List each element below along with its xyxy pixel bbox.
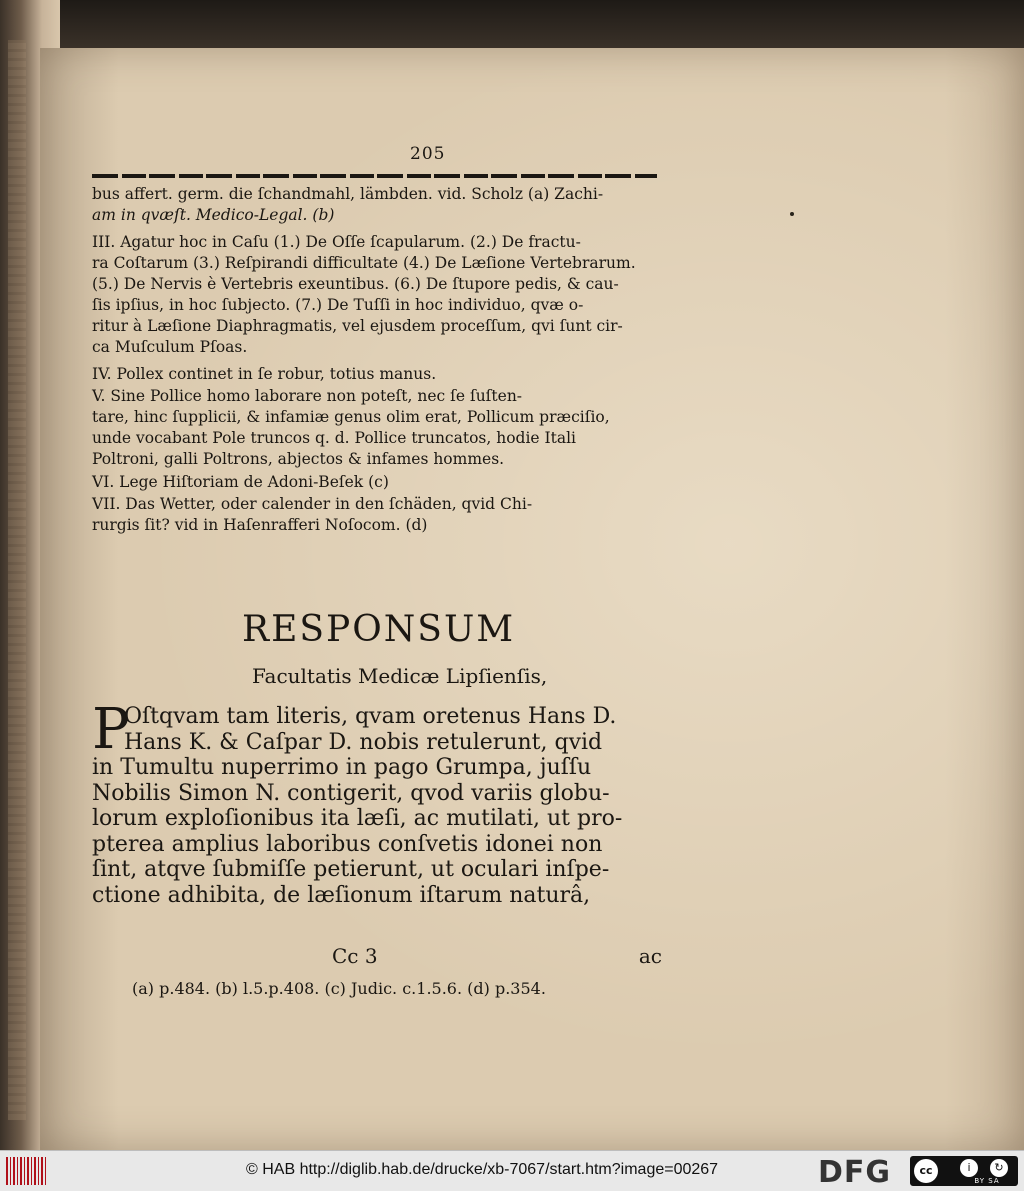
- text-line: Hans K. & Caſpar D. nobis retulerunt, qvid: [124, 729, 603, 755]
- section-subheading: Facultatis Medicæ Lipſienſis,: [252, 664, 548, 688]
- response-body: [92, 697, 623, 908]
- text-line: ca Muſculum Pſoas.: [92, 338, 248, 356]
- scanned-page: [40, 48, 1024, 1150]
- text-line: ra Coſtarum (3.) Reſpirandi difficultate (4.) De Læſione Vertebrarum.: [92, 254, 636, 272]
- drop-capital: P: [92, 697, 130, 762]
- text-line: ſis ipſius, in hoc ſubjecto. (7.) De Tuſſi in hoc individuo, qvæ o-: [92, 296, 584, 314]
- license-label: BY SA: [974, 1177, 1000, 1185]
- share-alike-icon: ↻: [990, 1159, 1008, 1177]
- signature-mark: Cc 3: [332, 944, 378, 968]
- text-line: VII. Das Wetter, oder calender in den ſchäden, qvid Chi-: [92, 495, 533, 513]
- dfg-logo: DFG: [818, 1155, 892, 1190]
- text-line: ritur à Læſione Diaphragmatis, vel ejusdem proceſſum, qvi ſunt cir-: [92, 317, 623, 335]
- text-line: Poltroni, galli Poltrons, abjectos & infames hommes.: [92, 450, 505, 468]
- paragraph-continuation: [92, 184, 603, 226]
- cc-icon: cc: [914, 1159, 938, 1183]
- section-heading: RESPONSUM: [242, 609, 516, 650]
- text-line: Oſtqvam tam literis, qvam oretenus Hans D.: [124, 704, 617, 729]
- attribution-icon: i: [960, 1159, 978, 1177]
- text-line: ctione adhibita, de læſionum iſtarum naturâ,: [92, 882, 591, 908]
- text-line: VI. Lege Hiſtoriam de Adoni-Beſek (c): [92, 473, 389, 491]
- ink-spot: [790, 212, 794, 216]
- text-line: rurgis ſit? vid in Haſenrafferi Noſocom. (d): [92, 516, 428, 534]
- catchword: ac: [638, 944, 662, 968]
- paragraph-vi: [92, 472, 389, 493]
- text-line: V. Sine Pollice homo laborare non poteſt, nec ſe ſuſten-: [92, 387, 523, 405]
- viewer-footer-bar: [0, 1150, 1024, 1191]
- cc-license-badge[interactable]: [910, 1156, 1018, 1186]
- text-line: bus affert. germ. die ſchandmahl, lämbden. vid. Scholz (a) Zachi-: [92, 185, 604, 203]
- scan-background-top: [0, 0, 1024, 50]
- text-line: in Tumultu nuperrimo in pago Grumpa, juſſu: [92, 755, 592, 780]
- paragraph-iii: [92, 232, 636, 358]
- header-rule: [92, 174, 657, 178]
- text-line: III. Agatur hoc in Caſu (1.) De Oſſe ſcapularum. (2.) De fractu-: [92, 233, 581, 251]
- text-line: am in qvæſt. Medico-Legal. (b): [92, 206, 335, 224]
- paragraph-vii: [92, 494, 532, 536]
- source-citation-link[interactable]: © HAB http://diglib.hab.de/drucke/xb-7067/start.htm?image=00267: [246, 1161, 719, 1178]
- text-line: pterea amplius laboribus conſvetis idonei non: [92, 831, 603, 857]
- paragraph-v: [92, 386, 610, 470]
- text-line: IV. Pollex continet in ſe robur, totius manus.: [92, 365, 437, 383]
- page-number: 205: [410, 144, 446, 164]
- paragraph-iv: [92, 364, 436, 385]
- text-line: lorum exploſionibus ita læſi, ac mutilati, ut pro-: [92, 806, 623, 831]
- hab-barcode-icon: [6, 1157, 46, 1185]
- text-line: (5.) De Nervis è Vertebris exeuntibus. (6.) De ſtupore pedis, & cau-: [92, 275, 619, 293]
- text-line: tare, hinc ſupplicii, & infamiæ genus olim erat, Pollicum præciſio,: [92, 408, 610, 426]
- text-line: unde vocabant Pole truncos q. d. Pollice truncatos, hodie Itali: [92, 429, 577, 447]
- footnotes: (a) p.484. (b) l.5.p.408. (c) Judic. c.1.5.6. (d) p.354.: [132, 979, 546, 998]
- text-line: Nobilis Simon N. contigerit, qvod variis globu-: [92, 780, 610, 806]
- text-line: ſint, atqve ſubmiſſe petierunt, ut oculari inſpe-: [92, 857, 610, 882]
